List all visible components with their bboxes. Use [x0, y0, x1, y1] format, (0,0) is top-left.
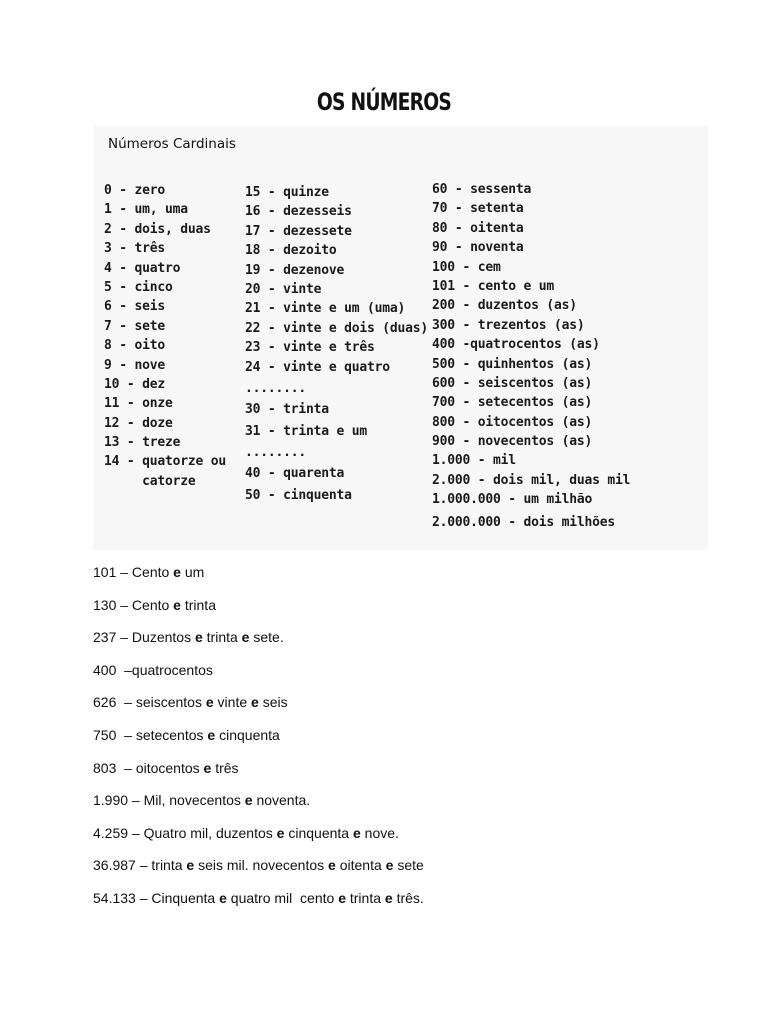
- number-entry: 2 - dois, duas: [104, 221, 211, 237]
- example-text: seis mil. novecentos: [194, 857, 329, 874]
- number-entry: 80 - oitenta: [432, 220, 524, 236]
- example-text: 54.133 – Cinquenta: [93, 889, 220, 906]
- example-text: 400 –quatrocentos: [93, 661, 213, 678]
- conjunction-e: e: [203, 759, 212, 776]
- number-entry: 2.000 - dois mil, duas mil: [432, 472, 631, 488]
- number-entry: catorze: [104, 473, 196, 489]
- example-text: trinta: [180, 596, 216, 613]
- number-entry: 800 - oitocentos (as): [432, 414, 593, 430]
- number-entry: 24 - vinte e quatro: [245, 359, 390, 375]
- conjunction-e: e: [352, 824, 361, 841]
- example-text: trinta: [345, 889, 385, 906]
- example-text: 803 – oitocentos: [93, 759, 204, 776]
- conjunction-e: e: [338, 889, 346, 906]
- number-entry: 3 - três: [104, 241, 166, 257]
- example-line: [93, 824, 424, 857]
- number-entry: 6 - seis: [104, 299, 166, 315]
- example-text: nove.: [360, 824, 399, 841]
- example-text: sete: [393, 857, 424, 874]
- example-line: [93, 856, 424, 889]
- example-text: 130 – Cento: [93, 596, 174, 613]
- number-entry: 20 - vinte: [245, 281, 322, 297]
- example-text: cinquenta: [284, 824, 353, 841]
- table-heading: Números Cardinais: [108, 136, 236, 152]
- number-entry: 1 - um, uma: [104, 202, 188, 218]
- conjunction-e: e: [207, 726, 216, 743]
- number-entry: 8 - oito: [104, 338, 166, 354]
- number-entry: 40 - quarenta: [245, 466, 345, 482]
- example-text: oitenta: [335, 857, 386, 874]
- example-line: [93, 596, 424, 629]
- number-entry: 10 - dez: [104, 376, 166, 392]
- example-text: sete.: [249, 629, 284, 646]
- number-entry: 4 - quatro: [104, 260, 181, 276]
- number-entry: 900 - novecentos (as): [432, 434, 593, 450]
- example-line: [93, 693, 424, 726]
- example-text: 36.987 – trinta: [93, 857, 187, 874]
- number-entry: 12 - doze: [104, 415, 173, 431]
- number-entry: 23 - vinte e três: [245, 340, 375, 356]
- conjunction-e: e: [219, 889, 227, 906]
- number-entry: 18 - dezoito: [245, 243, 337, 259]
- number-entry: 13 - treze: [104, 435, 181, 451]
- number-entry: 70 - setenta: [432, 201, 524, 217]
- example-line: [93, 791, 424, 824]
- number-entry: 17 - dezessete: [245, 223, 352, 239]
- number-entry: 500 - quinhentos (as): [432, 356, 593, 372]
- conjunction-e: e: [384, 889, 393, 906]
- example-line: [93, 563, 424, 596]
- example-line: [93, 661, 424, 694]
- example-text: 4.259 – Quatro mil, duzentos: [93, 824, 277, 841]
- example-text: três.: [392, 889, 424, 906]
- number-entry: 11 - onze: [104, 396, 173, 412]
- example-line: [93, 759, 424, 792]
- number-entry: ........: [245, 445, 307, 461]
- number-entry: 9 - nove: [104, 357, 166, 373]
- example-text: vinte: [213, 694, 252, 711]
- example-line: [93, 726, 424, 759]
- example-text: três: [211, 759, 239, 776]
- number-entry: 30 - trinta: [245, 402, 329, 418]
- conjunction-e: e: [241, 629, 250, 646]
- example-line: [93, 628, 424, 661]
- numbers-column-15-50: [245, 183, 428, 505]
- conjunction-e: e: [173, 596, 181, 613]
- conjunction-e: e: [194, 629, 203, 646]
- example-text: 750 – setecentos: [93, 726, 208, 743]
- conjunction-e: e: [173, 564, 181, 580]
- number-entry: 700 - setecentos (as): [432, 395, 593, 411]
- number-entry: 14 - quatorze ou: [104, 454, 227, 470]
- number-entry: 90 - noventa: [432, 240, 524, 256]
- number-entry: 1.000.000 - um milhão: [432, 492, 593, 508]
- number-entry: 300 - trezentos (as): [432, 317, 585, 333]
- example-text: 101 – Cento: [93, 564, 174, 580]
- number-entry: 21 - vinte e um (uma): [245, 301, 406, 317]
- conjunction-e: e: [276, 824, 285, 841]
- number-entry: 19 - dezenove: [245, 262, 345, 278]
- number-entry: 50 - cinquenta: [245, 487, 352, 503]
- example-text: seis: [258, 694, 288, 711]
- number-entry: 16 - dezesseis: [245, 204, 352, 220]
- example-line: [93, 889, 424, 922]
- example-text: 626 – seiscentos: [93, 694, 206, 711]
- number-entry: 2.000.000 - dois milhões: [432, 514, 616, 530]
- numbers-column-60-2000000: [432, 180, 630, 532]
- example-text: noventa.: [252, 792, 311, 809]
- example-text: um: [180, 564, 205, 580]
- examples-list: [93, 563, 424, 922]
- number-entry: ........: [245, 380, 307, 396]
- number-entry: 22 - vinte e dois (duas): [245, 320, 429, 336]
- number-entry: 1.000 - mil: [432, 453, 516, 469]
- number-entry: 101 - cento e um: [432, 278, 555, 294]
- example-text: cinquenta: [215, 726, 280, 743]
- conjunction-e: e: [186, 857, 195, 874]
- conjunction-e: e: [251, 694, 259, 711]
- conjunction-e: e: [205, 694, 214, 711]
- number-entry: 60 - sessenta: [432, 182, 532, 197]
- conjunction-e: e: [244, 792, 253, 809]
- numbers-column-0-14: [104, 181, 226, 491]
- cardinal-numbers-table: [94, 126, 708, 550]
- example-text: 1.990 – Mil, novecentos: [93, 792, 245, 809]
- number-entry: 600 - seiscentos (as): [432, 375, 593, 391]
- number-entry: 0 - zero: [104, 183, 166, 198]
- number-entry: 100 - cem: [432, 259, 501, 275]
- number-entry: 200 - duzentos (as): [432, 298, 577, 314]
- number-entry: 31 - trinta e um: [245, 423, 368, 439]
- number-entry: 400 -quatrocentos (as): [432, 337, 600, 353]
- number-entry: 5 - cinco: [104, 279, 173, 295]
- number-entry: 15 - quinze: [245, 185, 329, 200]
- example-text: trinta: [202, 629, 242, 646]
- number-entry: 7 - sete: [104, 318, 166, 334]
- example-text: quatro mil cento: [226, 889, 339, 906]
- conjunction-e: e: [328, 857, 336, 874]
- example-text: 237 – Duzentos: [93, 629, 195, 646]
- page-title: OS NÚMEROS: [316, 88, 452, 116]
- conjunction-e: e: [385, 857, 394, 874]
